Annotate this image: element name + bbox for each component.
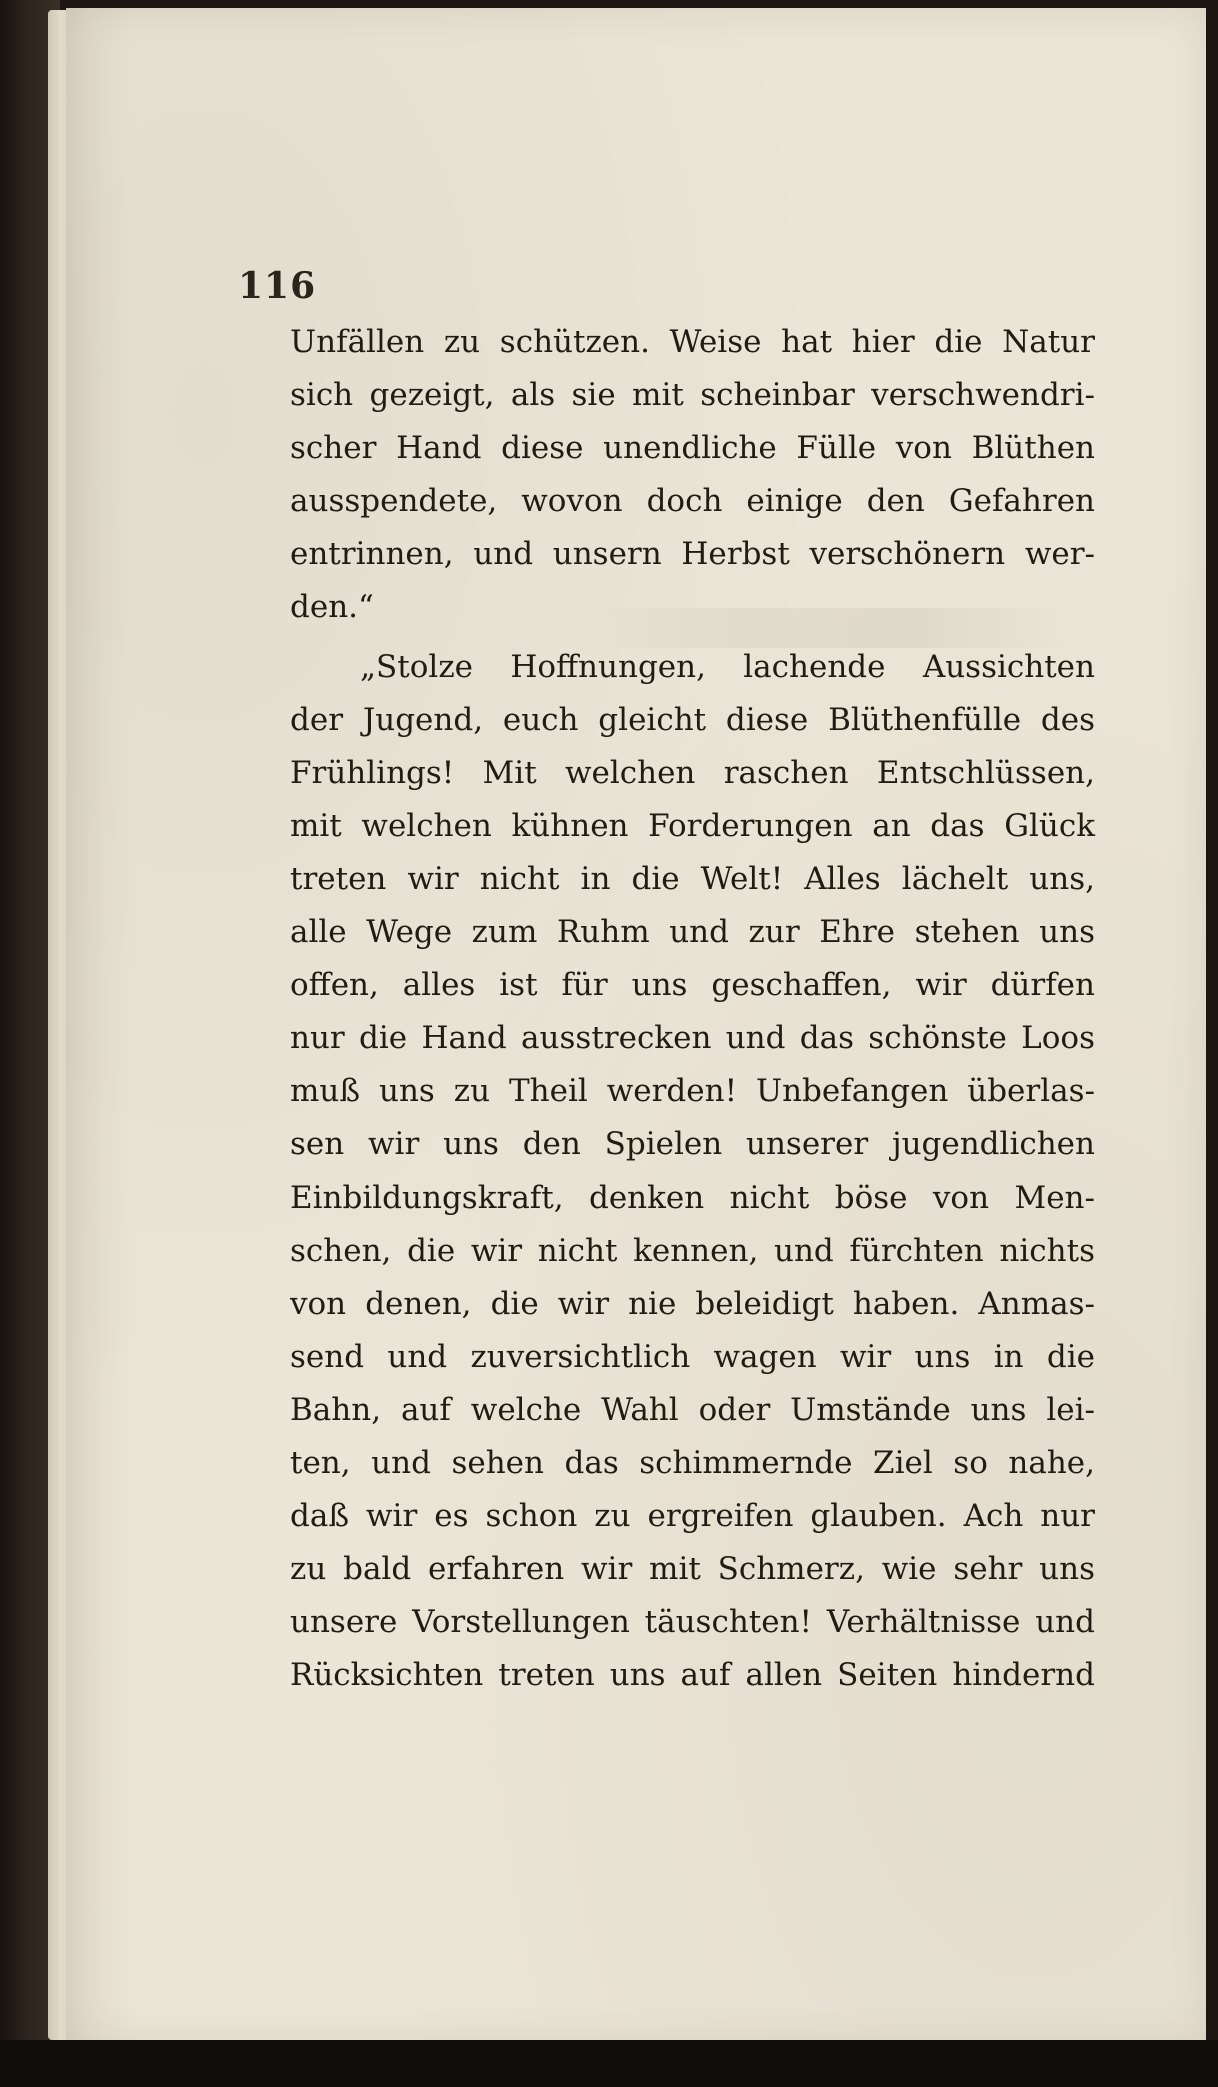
paragraph-2 <box>290 641 1095 1703</box>
text-line: schen, die wir nicht kennen, und fürchten nichts <box>290 1232 1095 1269</box>
text-line: alle Wege zum Ruhm und zur Ehre stehen uns <box>290 914 1095 951</box>
text-line: offen, alles ist für uns geschaffen, wir dürfen <box>290 967 1095 1004</box>
page-body-text <box>290 316 1095 1708</box>
text-line: Bahn, auf welche Wahl oder Umstände uns lei- <box>290 1391 1095 1428</box>
text-line: muß uns zu Theil werden! Unbefangen überlas- <box>290 1073 1095 1110</box>
text-line: Frühlings! Mit welchen raschen Entschlüssen, <box>290 754 1095 791</box>
text-line: Rücksichten treten uns auf allen Seiten hindernd <box>290 1657 1095 1694</box>
text-line: von denen, die wir nie beleidigt haben. Anmas- <box>290 1285 1095 1322</box>
bottom-background-edge <box>0 2040 1218 2087</box>
text-line: unsere Vorstellungen täuschten! Verhältnisse und <box>290 1604 1095 1641</box>
text-line: scher Hand diese unendliche Fülle von Blüthen <box>290 430 1095 467</box>
text-line: zu bald erfahren wir mit Schmerz, wie sehr uns <box>290 1551 1095 1588</box>
paragraph-1 <box>290 316 1095 635</box>
text-line: daß wir es schon zu ergreifen glauben. Ach nur <box>290 1498 1095 1535</box>
text-line: den.“ <box>290 589 374 626</box>
text-line: nur die Hand ausstrecken und das schönste Loos <box>290 1020 1095 1057</box>
text-line: send und zuversichtlich wagen wir uns in die <box>290 1338 1095 1375</box>
page-number: 116 <box>238 265 317 307</box>
text-line: sen wir uns den Spielen unserer jugendlichen <box>290 1126 1095 1163</box>
text-line: entrinnen, und unsern Herbst verschönern wer- <box>290 536 1095 573</box>
text-line: der Jugend, euch gleicht diese Blüthenfülle des <box>290 701 1095 738</box>
text-line: sich gezeigt, als sie mit scheinbar verschwendri- <box>290 377 1095 414</box>
text-line: ausspendete, wovon doch einige den Gefahren <box>290 483 1095 520</box>
text-line: Unfällen zu schützen. Weise hat hier die Natur <box>290 324 1095 360</box>
text-line: „Stolze Hoffnungen, lachende Aussichten <box>360 648 1095 685</box>
text-line: Einbildungskraft, denken nicht böse von Men- <box>290 1179 1095 1216</box>
text-line: treten wir nicht in die Welt! Alles lächelt uns, <box>290 860 1095 897</box>
text-line: ten, und sehen das schimmernde Ziel so nahe, <box>290 1444 1095 1481</box>
text-line: mit welchen kühnen Forderungen an das Glück <box>290 807 1095 844</box>
